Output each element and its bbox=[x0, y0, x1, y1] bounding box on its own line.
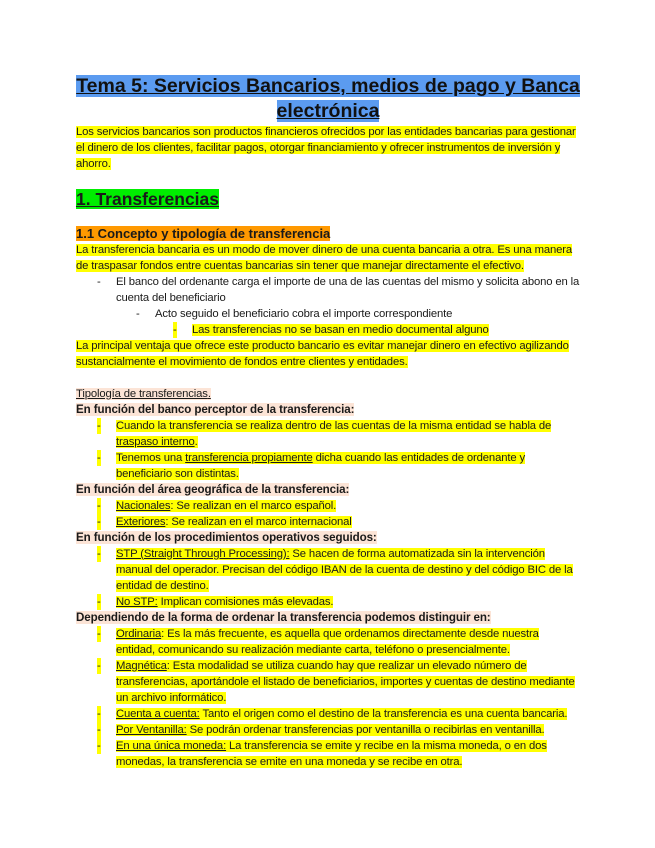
list-item: - Magnética: Esta modalidad se utiliza cuando hay que realizar un elevado número de transferencias, aportándole el listado de beneficiarios, importes y cuentas de destino mediante un archivo informático. bbox=[97, 659, 575, 704]
group-list bbox=[76, 546, 580, 610]
steps-list bbox=[76, 274, 580, 338]
list-item: - Cuando la transferencia se realiza dentro de las cuentas de la misma entidad se habla de traspaso interno. bbox=[97, 419, 552, 448]
dash-bullet-icon: - bbox=[97, 275, 101, 288]
dash-bullet-icon: - bbox=[97, 627, 101, 640]
subheading-concepto: 1.1 Concepto y tipología de transferencia bbox=[76, 225, 331, 241]
list-item: - Nacionales: Se realizan en el marco español. bbox=[97, 499, 337, 512]
list-item: - Cuenta a cuenta: Tanto el origen como el destino de la transferencia es una cuenta bancaria. bbox=[97, 707, 568, 720]
section-heading-transferencias: 1. Transferencias bbox=[76, 189, 219, 209]
dash-bullet-icon: - bbox=[97, 419, 101, 432]
list-item: - El banco del ordenante carga el importe de una de las cuentas del mismo y solicita abono en la cuenta del beneficiario bbox=[97, 275, 580, 304]
dash-bullet-icon: - bbox=[97, 451, 101, 464]
list-item: - Tenemos una transferencia propiamente dicha cuando las entidades de ordenante y beneficiario son distintas. bbox=[97, 451, 525, 480]
dash-bullet-icon: - bbox=[97, 499, 101, 512]
group-title-procedimientos: En función de los procedimientos operativos seguidos: bbox=[76, 530, 377, 544]
document-page bbox=[76, 74, 580, 770]
list-item: - Por Ventanilla: Se podrán ordenar transferencias por ventanilla o recibirlas en ventanilla. bbox=[97, 723, 545, 736]
dash-bullet-icon: - bbox=[97, 595, 101, 608]
document-title bbox=[76, 74, 580, 124]
dash-bullet-icon: - bbox=[97, 659, 101, 672]
dash-bullet-icon: - bbox=[97, 739, 101, 752]
group-title-area-geografica: En función del área geográfica de la transferencia: bbox=[76, 482, 350, 496]
dash-bullet-icon: - bbox=[136, 307, 140, 320]
intro-paragraph: Los servicios bancarios son productos financieros ofrecidos por las entidades bancarias para gestionar el dinero de los clientes, facilitar pagos, otorgar financiamiento y ofrecer instrumentos de inversión y ahorro. bbox=[76, 126, 576, 170]
dash-bullet-icon: - bbox=[97, 547, 101, 560]
dash-bullet-icon: - bbox=[97, 723, 101, 736]
group-list bbox=[76, 418, 580, 482]
dash-bullet-icon: - bbox=[97, 515, 101, 528]
tipologia-heading: Tipología de transferencias. bbox=[76, 387, 211, 400]
advantage-paragraph: La principal ventaja que ofrece este producto bancario es evitar manejar dinero en efectivo agilizando sustancialmente el movimiento de fondos entre clientes y entidades. bbox=[76, 339, 569, 368]
dash-bullet-icon: - bbox=[97, 707, 101, 720]
list-item: - Exteriores: Se realizan en el marco internacional bbox=[97, 515, 352, 528]
list-item: - Ordinaria: Es la más frecuente, es aquella que ordenamos directamente desde nuestra entidad, comunicando su realización mediante carta, teléfono o presencialmente. bbox=[97, 627, 539, 656]
definition-paragraph: La transferencia bancaria es un modo de mover dinero de una cuenta bancaria a otra. Es una manera de traspasar fondos entre cuentas bancarias sin tener que manejar directamente el efectivo. bbox=[76, 243, 573, 272]
list-item: - Las transferencias no se basan en medio documental alguno bbox=[173, 323, 489, 336]
list-item: - Acto seguido el beneficiario cobra el importe correspondiente bbox=[136, 307, 453, 320]
list-item: - STP (Straight Through Processing): Se hacen de forma automatizada sin la intervención manual del operador. Precisan del código IBAN de la cuenta de destino y del código BIC de la entidad de destino. bbox=[97, 547, 573, 592]
list-item: - No STP: Implican comisiones más elevadas. bbox=[97, 595, 334, 608]
dash-bullet-icon: - bbox=[173, 323, 177, 336]
group-title-forma-ordenar: Dependiendo de la forma de ordenar la transferencia podemos distinguir en: bbox=[76, 610, 491, 624]
group-list bbox=[76, 626, 580, 770]
group-title-banco-perceptor: En función del banco perceptor de la transferencia: bbox=[76, 402, 355, 416]
title-line-2: electrónica bbox=[276, 100, 380, 122]
title-line-1: Tema 5: Servicios Bancarios, medios de pago y Banca bbox=[76, 75, 580, 97]
group-list bbox=[76, 498, 580, 530]
list-item: - En una única moneda: La transferencia se emite y recibe en la misma moneda, o en dos monedas, la transferencia se emite en una moneda y se recibe en otra. bbox=[97, 739, 547, 768]
